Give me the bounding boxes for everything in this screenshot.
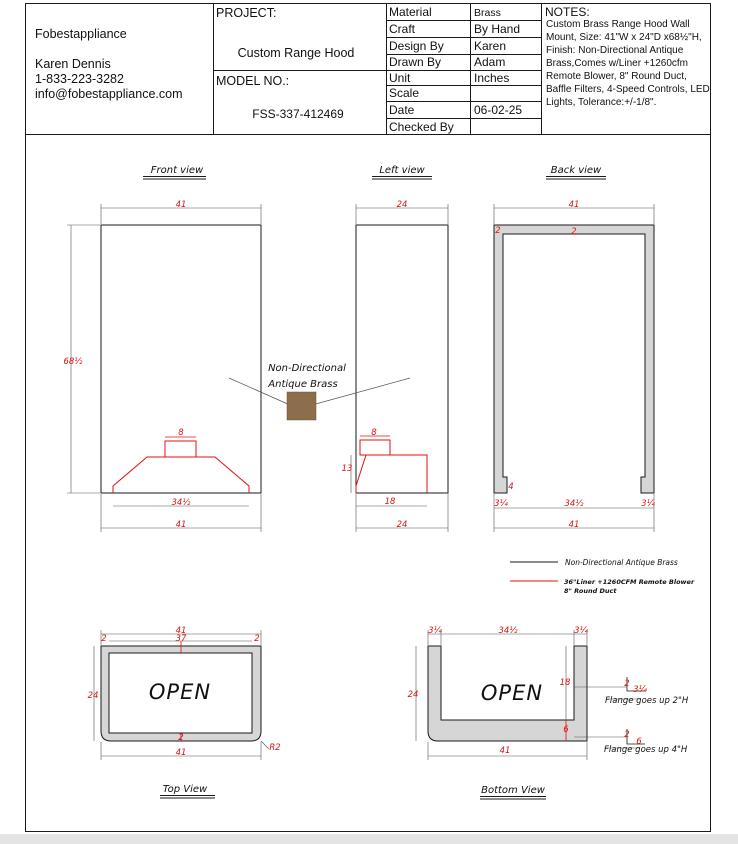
- dim-bottom-3-right: 3¼: [574, 626, 588, 636]
- back-view-title: Back view: [550, 165, 602, 176]
- spec-label: Checked By: [389, 120, 454, 134]
- dim-back-inner: 34½: [564, 499, 584, 509]
- spec-label: Craft: [389, 22, 416, 36]
- dim-back-gap-left: 3¼: [494, 499, 508, 509]
- back-frame: [494, 225, 654, 493]
- dim-left-duct: 8: [371, 428, 377, 438]
- front-duct: [165, 441, 196, 457]
- front-liner-outline: [113, 457, 249, 493]
- spec-value: Karen: [474, 39, 507, 53]
- dim-bottom-6: 6: [563, 725, 569, 735]
- spec-label: Date: [389, 103, 415, 117]
- notes-label: NOTES:: [545, 5, 590, 19]
- left-body: [356, 225, 448, 493]
- dim-bottom-3-left: 3¼: [428, 626, 442, 636]
- spec-table: [389, 5, 522, 134]
- dim-bottom-24: 24: [407, 690, 419, 700]
- flange-note-2: Flange goes up 4"H: [604, 745, 688, 755]
- flange-note-1: Flange goes up 2"H: [605, 696, 689, 706]
- spec-value: By Hand: [474, 22, 521, 36]
- dim-front-width-top: 41: [175, 200, 187, 210]
- left-view-title: Left view: [379, 165, 425, 176]
- model-label: MODEL NO.:: [216, 74, 290, 88]
- dim-top-41: 41: [175, 626, 187, 636]
- top-view: [88, 626, 281, 760]
- spec-value: 06-02-25: [474, 103, 523, 117]
- dim-back-4: 4: [508, 482, 514, 492]
- dim-top-41-bottom: 41: [175, 748, 187, 758]
- bottom-view: [408, 626, 689, 760]
- dim-top-2-bottom: 2: [178, 733, 184, 743]
- contact-name: Karen Dennis: [35, 57, 111, 71]
- top-open-label: OPEN: [148, 680, 212, 704]
- dim-left-liner-height: 13: [341, 464, 353, 474]
- left-view: [342, 200, 448, 532]
- callout-line2: Antique Brass: [268, 379, 338, 390]
- spec-value: Brass: [474, 7, 501, 19]
- dim-left-liner-width: 18: [384, 497, 396, 507]
- brass-swatch: [287, 392, 316, 420]
- dim-top-2-left: 2: [101, 634, 107, 644]
- callout-line1: Non-Directional: [268, 363, 346, 374]
- spec-label: Unit: [389, 71, 411, 85]
- dim-top-24: 24: [87, 691, 99, 701]
- front-view-title: Front view: [150, 165, 204, 176]
- project-value: Custom Range Hood: [237, 46, 355, 60]
- legend: [510, 558, 695, 595]
- contact-email: info@fobestappliance.com: [35, 87, 183, 101]
- dim-back-width-top: 41: [568, 200, 580, 210]
- legend-red-label-1: 36"Liner +1260CFM Remote Blower: [564, 578, 695, 586]
- dim-top-r2: R2: [269, 743, 281, 753]
- legend-red-label-2: 8" Round Duct: [564, 587, 617, 595]
- dim-left-width-bottom: 24: [396, 520, 408, 530]
- spec-value: Adam: [474, 55, 506, 69]
- front-body: [101, 225, 261, 493]
- spec-label: Drawn By: [389, 55, 442, 69]
- dim-back-top-wall: 2: [571, 227, 577, 237]
- dim-bottom-inner: 34½: [498, 626, 518, 636]
- legend-black-label: Non-Directional Antique Brass: [565, 558, 678, 567]
- spec-label: Design By: [389, 39, 444, 53]
- dim-flange2-b: 6: [636, 737, 642, 747]
- dim-flange2-a: 2: [624, 730, 630, 740]
- dim-front-liner: 34½: [171, 498, 191, 508]
- spec-label: Material: [389, 5, 432, 19]
- back-view: [494, 200, 656, 532]
- spec-label: Scale: [389, 86, 420, 100]
- dim-top-2-right: 2: [254, 634, 260, 644]
- left-duct: [360, 440, 390, 455]
- dim-front-height: 68½: [63, 357, 83, 367]
- top-view-title: Top View: [162, 784, 208, 795]
- dim-front-width-bottom: 41: [175, 520, 187, 530]
- company-name: Fobestappliance: [35, 27, 127, 41]
- bottom-strip: [0, 834, 738, 844]
- project-label: PROJECT:: [216, 6, 277, 20]
- spec-value: Inches: [474, 71, 510, 85]
- dim-left-width-top: 24: [396, 200, 408, 210]
- bottom-view-title: Bottom View: [481, 785, 545, 796]
- dim-flange1-a: 2: [624, 679, 630, 689]
- bottom-open-label: OPEN: [480, 681, 544, 705]
- dim-back-gap-right: 3¼: [641, 499, 655, 509]
- left-liner-outline: [356, 455, 427, 493]
- contact-phone: 1-833-223-3282: [35, 72, 124, 86]
- dim-front-duct: 8: [178, 428, 184, 438]
- dim-flange1-b: 3¼: [633, 685, 647, 695]
- model-value: FSS-337-412469: [252, 107, 344, 121]
- dim-back-side: 2: [495, 226, 501, 236]
- front-view: [63, 200, 261, 532]
- material-callout: [229, 363, 410, 420]
- notes-text: Custom Brass Range Hood Wall Mount, Size: 41"W x 24"D x68½"H, Finish: Non-Directional Antique Brass,Comes w/Liner +1260cfm Remote Blower, 8" Round Duct, Baffle Filters, 4-Speed Controls, LED Lights, Tolerance:+/-1/8".: [546, 19, 710, 108]
- dim-back-width-bottom: 41: [568, 520, 580, 530]
- dim-top-37: 37: [175, 634, 187, 644]
- dim-bottom-18: 18: [559, 678, 571, 688]
- dim-bottom-41: 41: [499, 746, 511, 756]
